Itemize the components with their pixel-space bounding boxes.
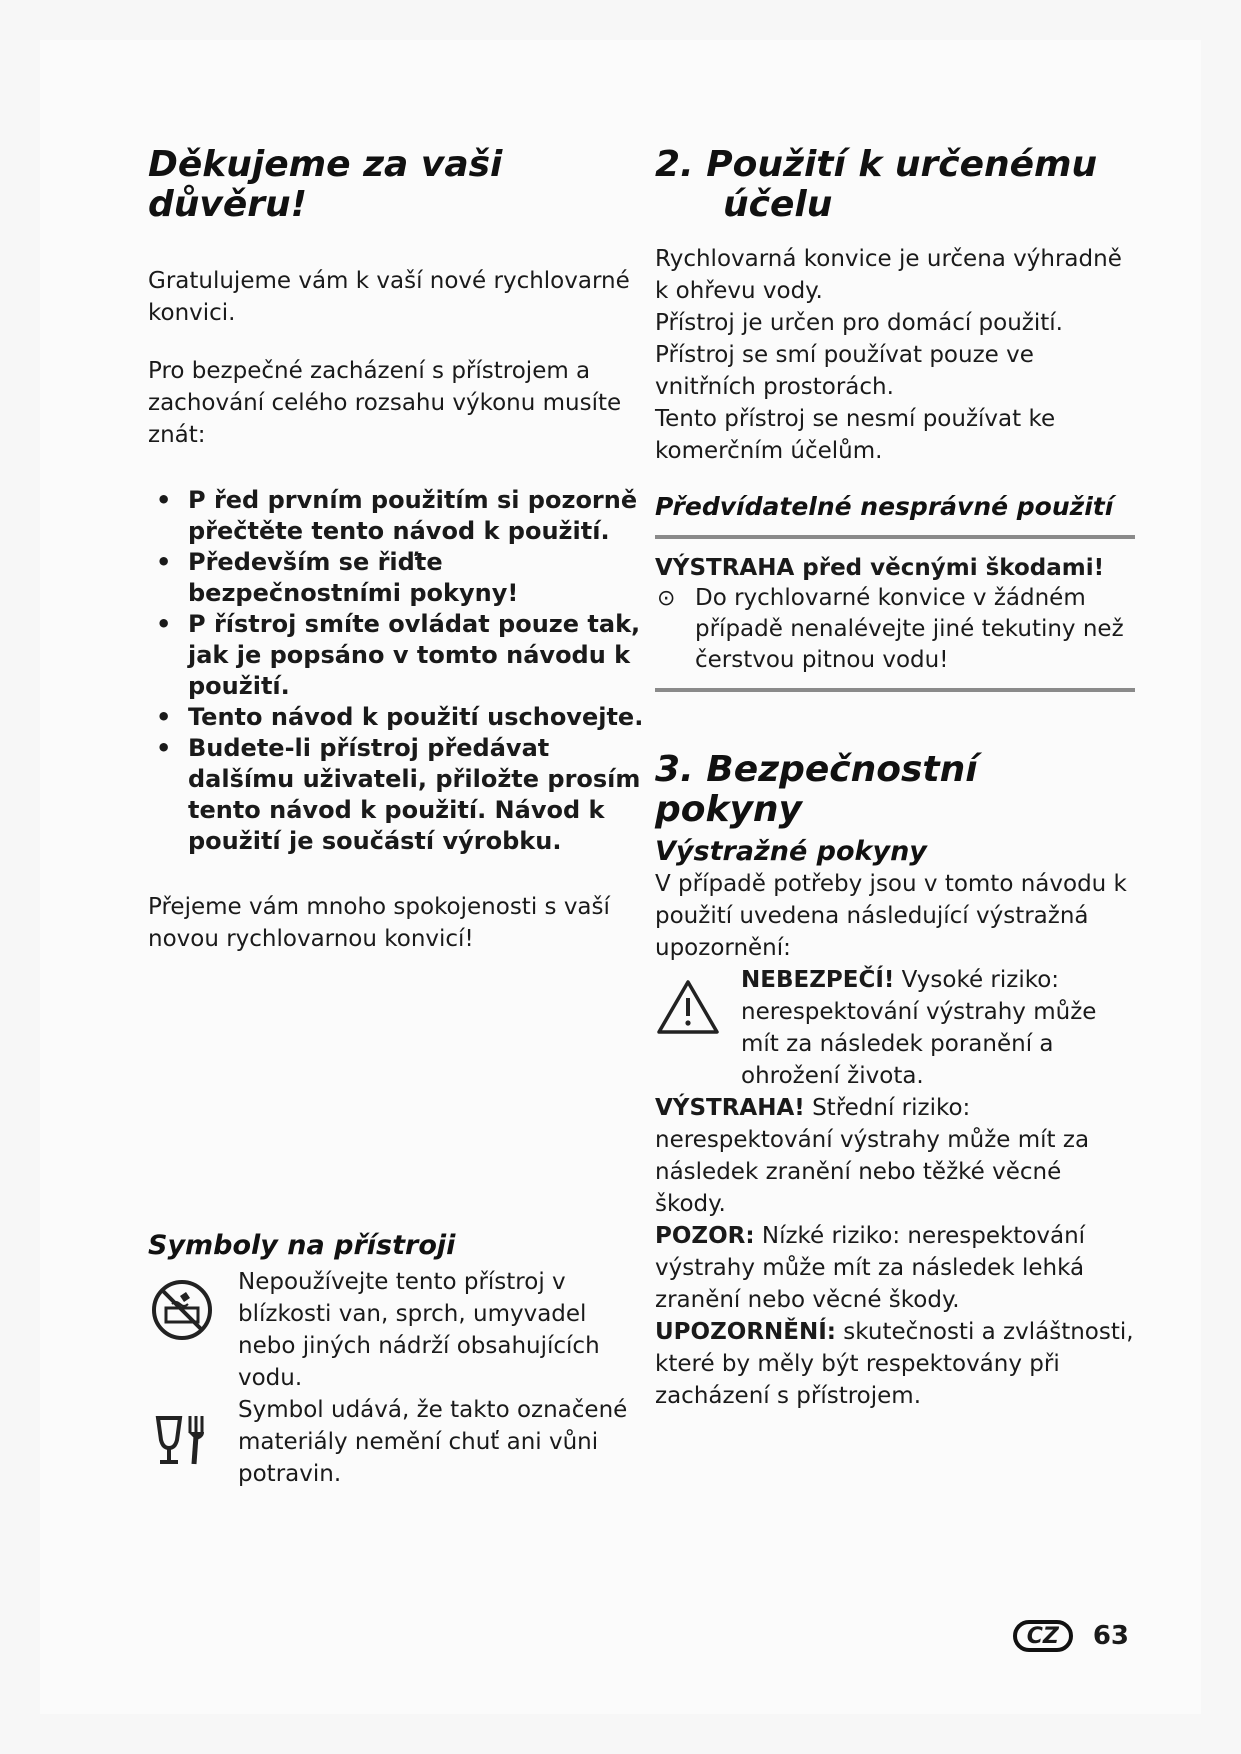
warning-item	[655, 583, 1135, 676]
glass-fork-icon	[150, 1406, 214, 1470]
title-line-2: důvěru!	[148, 184, 308, 225]
no-water-icon	[150, 1278, 214, 1342]
list-item: • P řed prvním použitím si pozorně přečtěte tento návod k použití.	[148, 485, 648, 547]
page-footer	[1013, 1620, 1129, 1652]
notice-text	[655, 1316, 1135, 1412]
title-line-1: Děkujeme za vaši	[148, 144, 503, 185]
symbols-heading: Symboly na přístroji	[148, 1230, 456, 1261]
symbol-food-text: Symbol udává, že takto označené materiály nemění chuť ani vůni potravin.	[238, 1397, 628, 1487]
caution-text	[655, 1220, 1135, 1316]
right-column	[655, 145, 1135, 1412]
material-damage-warning-heading: VÝSTRAHA před věcnými škodami!	[655, 555, 1105, 581]
warnings-intro: V případě potřeby jsou v tomto návodu k použití uvedena následující výstražná upozornění:	[655, 871, 1127, 961]
danger-label: NEBEZPEČÍ!	[741, 967, 895, 993]
notice-label: UPOZORNĚNÍ:	[655, 1319, 836, 1345]
intro-paragraph-1: Gratulujeme vám k vaší nové rychlovarné konvici.	[148, 268, 630, 326]
symbol-row-food	[148, 1394, 648, 1490]
section2-title	[655, 145, 1135, 225]
warnings-subheading: Výstražné pokyny	[655, 836, 927, 867]
section2-title-line-2: účelu	[723, 184, 833, 225]
rule-top	[655, 535, 1135, 539]
rule-bottom	[655, 688, 1135, 692]
danger-block	[655, 964, 1135, 1092]
page-number: 63	[1092, 1621, 1129, 1651]
symbol-row-water	[148, 1266, 648, 1394]
closing-paragraph: Přejeme vám mnoho spokojenosti s vaší novou rychlovarnou konvicí!	[148, 894, 610, 952]
list-item: • Budete-li přístroj předávat dalšímu uživateli, přiložte prosím tento návod k použití. Návod k použití je součástí výrobku.	[148, 733, 648, 857]
misuse-heading: Předvídatelné nesprávné použití	[655, 492, 1114, 521]
language-badge: CZ	[1013, 1620, 1073, 1652]
bullet-circle-icon: ⊙	[657, 586, 676, 611]
symbols-section	[148, 1230, 648, 1490]
list-item: • Tento návod k použití uschovejte.	[148, 702, 648, 733]
warning-description: Střední riziko: nerespektování výstrahy může mít za následek zranění nebo těžké věcné škody.	[655, 1095, 1090, 1217]
notice-description: skutečnosti a zvláštnosti, které by měly být respektovány při zacházení s přístrojem.	[655, 1319, 1134, 1409]
section2-title-line-1: 2. Použití k určenému	[655, 144, 1098, 185]
list-item: • Především se řiďte bezpečnostními pokyny!	[148, 547, 648, 609]
bullet-list	[148, 485, 648, 857]
warning-label: VÝSTRAHA!	[655, 1095, 805, 1121]
danger-description: Vysoké riziko: nerespektování výstrahy může mít za následek poranění a ohrožení života.	[741, 967, 1097, 1089]
warning-item-text: Do rychlovarné konvice v žádném případě nenalévejte jiné tekutiny než čerstvou pitnou vodu!	[695, 585, 1124, 673]
list-item: • P řístroj smíte ovládat pouze tak, jak je popsáno v tomto návodu k použití.	[148, 609, 648, 702]
danger-text	[741, 964, 1135, 1092]
warning-triangle-icon	[655, 978, 721, 1036]
intended-use-p1: Rychlovarná konvice je určena výhradně k ohřevu vody.	[655, 246, 1122, 304]
intended-use-p3: Tento přístroj se nesmí používat ke komerčním účelům.	[655, 406, 1056, 464]
symbol-water-text: Nepoužívejte tento přístroj v blízkosti van, sprch, umyvadel nebo jiných nádrží obsahujících vodu.	[238, 1269, 600, 1391]
warning-text	[655, 1092, 1135, 1220]
caution-label: POZOR:	[655, 1223, 755, 1249]
section3-title: 3. Bezpečnostní pokyny	[655, 749, 978, 830]
intended-use-p2: Přístroj je určen pro domácí použití. Přístroj se smí používat pouze ve vnitřních prostorách.	[655, 310, 1063, 400]
intro-paragraph-2: Pro bezpečné zacházení s přístrojem a zachování celého rozsahu výkonu musíte znát:	[148, 358, 622, 448]
left-column	[148, 144, 648, 1487]
caution-description: Nízké riziko: nerespektování výstrahy může mít za následek lehká zranění nebo věcné škody.	[655, 1223, 1086, 1313]
thank-you-title	[148, 145, 648, 225]
